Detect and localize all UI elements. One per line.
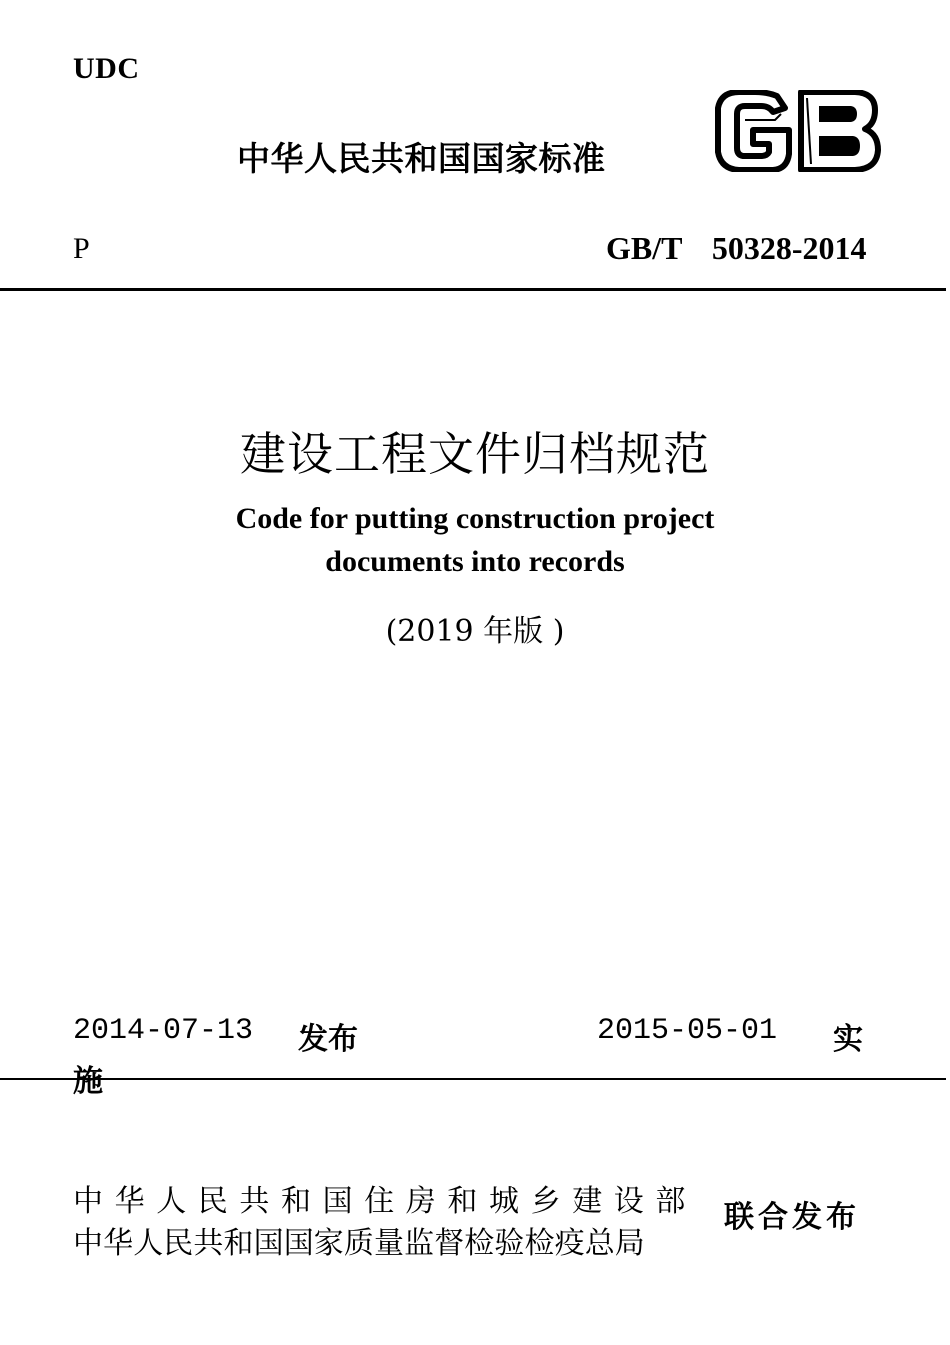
gb-logo-b bbox=[801, 92, 878, 170]
classification-code: P bbox=[73, 232, 90, 265]
udc-label: UDC bbox=[73, 52, 140, 85]
publisher-authority-1: 中华人民共和国住房和城乡建设部 bbox=[73, 1184, 697, 1219]
title-chinese: 建设工程文件归档规范 bbox=[240, 427, 710, 481]
standard-number: GB/T 50328-2014 bbox=[606, 230, 867, 266]
title-english-line-1: Code for putting construction project bbox=[235, 502, 715, 535]
issue-date: 2014-07-13 bbox=[73, 1014, 254, 1048]
title-english bbox=[0, 497, 950, 583]
header-divider bbox=[0, 288, 946, 291]
issue-label: 发布 bbox=[298, 1022, 358, 1057]
gb-logo bbox=[715, 90, 881, 172]
national-standard-heading: 中华人民共和国国家标准 bbox=[237, 139, 606, 178]
gb-logo-g bbox=[718, 92, 789, 170]
implementation-label-part1: 实 bbox=[833, 1022, 863, 1057]
joint-publish-label: 联合发布 bbox=[724, 1200, 860, 1235]
footer-divider bbox=[0, 1078, 946, 1080]
implementation-date: 2015-05-01 bbox=[597, 1014, 778, 1048]
title-english-line-2: documents into records bbox=[325, 545, 625, 578]
edition-label: (2019 年版 ) bbox=[385, 614, 565, 649]
implementation-label-part2: 施 bbox=[73, 1064, 103, 1099]
publisher-authority-2: 中华人民共和国国家质量监督检验检疫总局 bbox=[73, 1226, 645, 1261]
